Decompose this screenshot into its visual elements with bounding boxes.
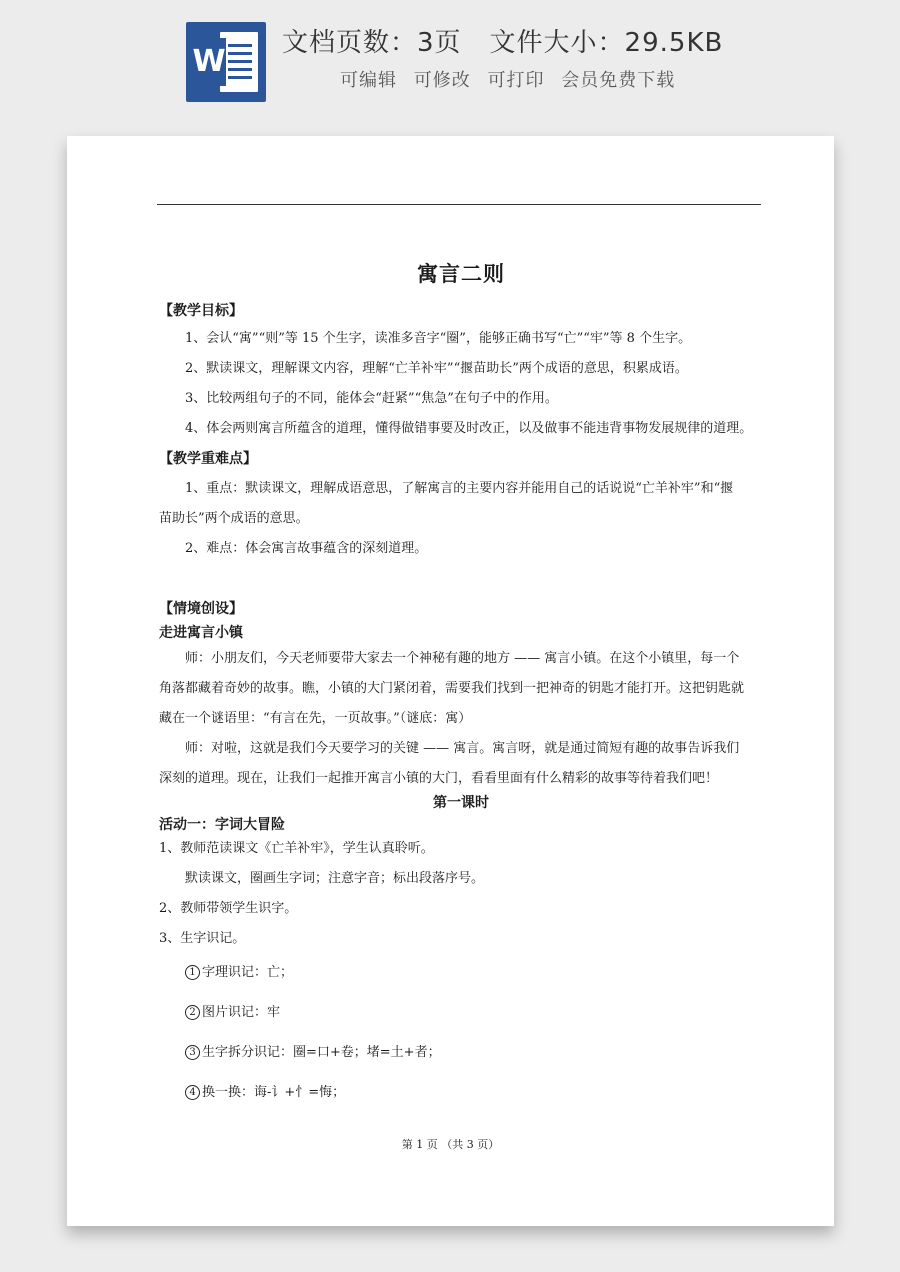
word-letter-glyph: W xyxy=(192,38,226,86)
feature-list xyxy=(340,66,685,92)
feature-modifiable: 可修改 xyxy=(413,70,471,91)
paragraph-key-1a: 1、重点：默读课文，理解成语意思，了解寓言的主要内容并能用自己的话说说“亡羊补牢”和“揠 xyxy=(185,481,734,496)
paragraph-intro-1b: 角落都藏着奇妙的故事。瞧，小镇的大门紧闭着，需要我们找到一把神奇的钥匙才能打开。这把钥匙就 xyxy=(159,681,745,696)
step-1-detail: 默读课文，圈画生字词；注意字音；标出段落序号。 xyxy=(185,871,485,886)
feature-free-download: 会员免费下载 xyxy=(561,70,676,91)
activity-heading: 活动一：字词大冒险 xyxy=(159,817,285,833)
lesson-heading: 第一课时 xyxy=(433,795,489,811)
subheading-fable-town: 走进寓言小镇 xyxy=(159,625,243,641)
memory-method-4 xyxy=(159,1078,789,1108)
document-title: 寓言二则 xyxy=(417,261,505,286)
circled-number-1-icon: 1 xyxy=(185,965,200,980)
file-size-label: 文件大小：29.5KB xyxy=(489,28,724,58)
feature-editable: 可编辑 xyxy=(340,70,397,91)
memory-method-3 xyxy=(159,1038,789,1068)
paragraph-intro-2a: 师：对啦，这就是我们今天要学习的关键 —— 寓言。寓言呀，就是通过简短有趣的故事告诉我们 xyxy=(185,741,740,756)
paragraph-intro-1a: 师：小朋友们，今天老师要带大家去一个神秘有趣的地方 —— 寓言小镇。在这个小镇里，每一个 xyxy=(185,651,740,666)
memory-method-2-text: 图片识记：牢 xyxy=(202,1005,281,1020)
section-heading-key-points: 【教学重难点】 xyxy=(159,451,257,467)
memory-method-3-text: 生字拆分识记：圈=口+卷；堵=土+者； xyxy=(202,1045,441,1060)
paragraph-intro-2b: 深刻的道理。现在，让我们一起推开寓言小镇的大门，看看里面有什么精彩的故事等待着我们吧！ xyxy=(159,771,719,786)
memory-method-2 xyxy=(159,998,789,1028)
paragraph-goal-4: 4、体会两则寓言所蕴含的道理，懂得做错事要及时改正，以及做事不能违背事物发展规律的道理。 xyxy=(185,421,753,436)
download-banner xyxy=(0,0,900,128)
header-rule xyxy=(157,204,761,205)
page-footer: 第 1 页 （共 3 页） xyxy=(401,1138,500,1151)
document-page xyxy=(67,136,834,1226)
paragraph-key-1b: 苗助长”两个成语的意思。 xyxy=(159,511,309,526)
step-1: 1、教师范读课文《亡羊补牢》，学生认真聆听。 xyxy=(159,841,434,856)
step-3: 3、生字识记。 xyxy=(159,931,246,946)
section-heading-goals: 【教学目标】 xyxy=(159,303,243,319)
circled-number-3-icon: 3 xyxy=(185,1045,200,1060)
feature-printable: 可打印 xyxy=(487,70,545,91)
step-2: 2、教师带领学生识字。 xyxy=(159,901,298,916)
paragraph-goal-3: 3、比较两组句子的不同，能体会“赶紧”“焦急”在句子中的作用。 xyxy=(185,391,558,406)
circled-number-2-icon: 2 xyxy=(185,1005,200,1020)
memory-method-1 xyxy=(159,958,789,988)
page-count-label: 文档页数：3页 xyxy=(282,28,462,58)
banner-title xyxy=(282,22,751,59)
paragraph-goal-2: 2、默读课文，理解课文内容，理解“亡羊补牢”“揠苗助长”两个成语的意思，积累成语。 xyxy=(185,361,688,376)
paragraph-goal-1: 1、会认“寓”“则”等 15 个生字，读准多音字“圈”，能够正确书写“亡”“牢”等 8 个生字。 xyxy=(185,331,692,346)
section-heading-scenario: 【情境创设】 xyxy=(159,601,243,617)
paragraph-intro-1c: 藏在一个谜语里：“有言在先，一页故事。”（谜底：寓） xyxy=(159,711,472,726)
paragraph-key-2: 2、难点：体会寓言故事蕴含的深刻道理。 xyxy=(185,541,428,556)
memory-method-1-text: 字理识记：亡； xyxy=(202,965,294,980)
circled-number-4-icon: 4 xyxy=(185,1085,200,1100)
memory-method-4-text: 换一换：诲-讠+忄=悔； xyxy=(202,1085,346,1100)
word-icon xyxy=(186,22,266,102)
